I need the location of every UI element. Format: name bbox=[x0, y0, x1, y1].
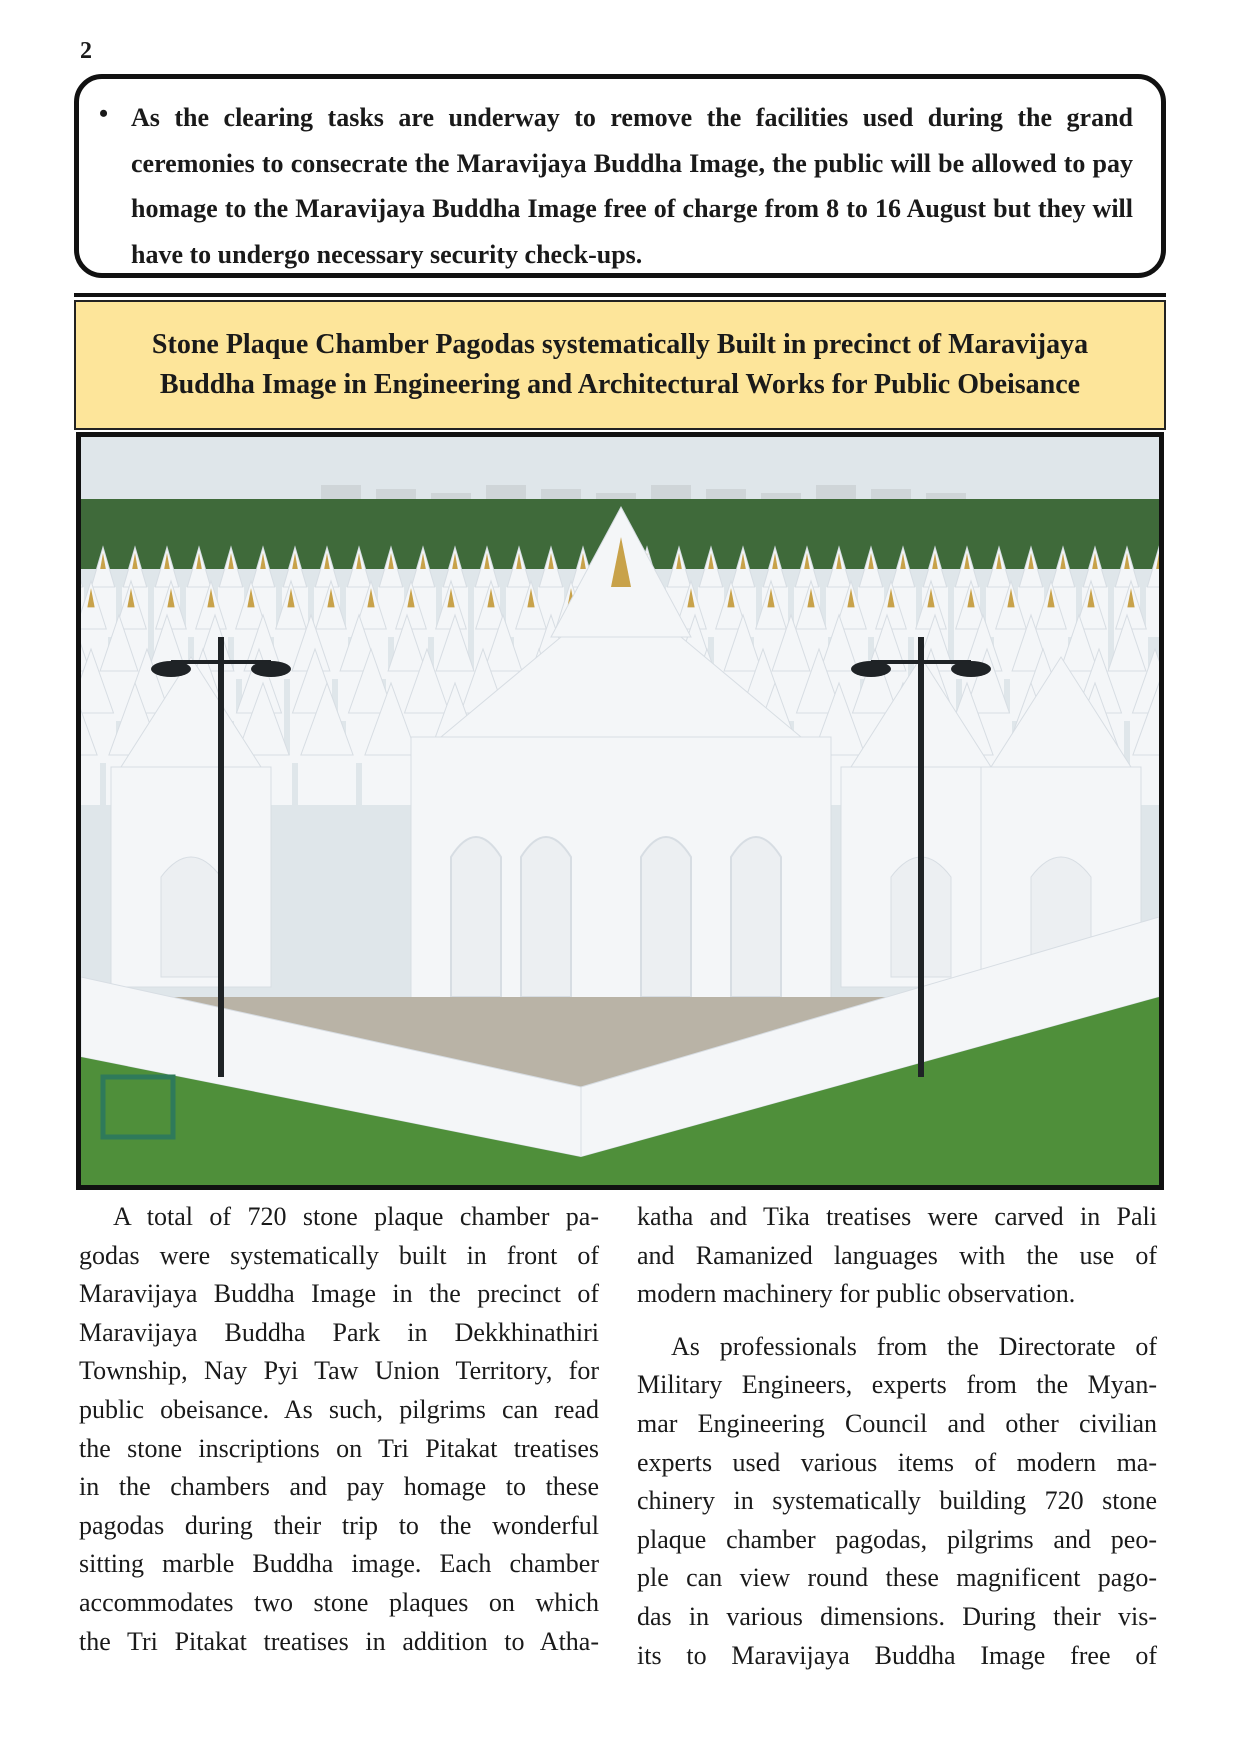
pagoda-arch bbox=[641, 837, 691, 997]
pagoda-body bbox=[81, 755, 100, 805]
headline bbox=[95, 325, 1145, 405]
pagoda-photo bbox=[76, 432, 1164, 1190]
announcement-text: As the clearing tasks are underway to remove the facilities used during the grand ceremonies to consecrate the Maravijaya Buddha Image, the public will be allowed to pay homage to the Maravijaya Buddha Image free of charge from 8 to 16 August but they will have to undergo necessary security check-ups. bbox=[131, 103, 1133, 269]
headline-box bbox=[74, 300, 1166, 430]
article-line: Maravijaya Buddha Park in Dekkhinathiri bbox=[79, 1317, 599, 1347]
article-line: pagodas during their trip to the wonderful bbox=[79, 1510, 599, 1540]
article-line: Military Engineers, experts from the Myan- bbox=[637, 1370, 1157, 1400]
pagoda-arch bbox=[731, 837, 781, 997]
article-line: As professionals from the Directorate of bbox=[671, 1331, 1157, 1361]
headline-line-2: Buddha Image in Engineering and Architectural Works for Public Obeisance bbox=[159, 369, 1081, 400]
headline-line-1: Stone Plaque Chamber Pagodas systematically Built in precinct of Maravijaya bbox=[151, 329, 1089, 360]
lamp-pole bbox=[218, 637, 224, 1077]
article-line: and Ramanized languages with the use of bbox=[637, 1240, 1157, 1270]
article-line: its to Maravijaya Buddha Image free of bbox=[637, 1640, 1157, 1670]
pagoda-arch bbox=[521, 837, 571, 997]
lamp-pole bbox=[918, 637, 924, 1077]
divider-rule bbox=[74, 293, 1166, 297]
article-paragraph-1 bbox=[79, 1198, 599, 1661]
article-line: in the chambers and pay homage to these bbox=[79, 1472, 599, 1502]
article-line: ple can view round these magnificent pago- bbox=[637, 1563, 1157, 1593]
article-line: A total of 720 stone plaque chamber pa- bbox=[113, 1202, 599, 1231]
pagoda-photo-illustration bbox=[81, 437, 1159, 1185]
article-line: Maravijaya Buddha Image in the precinct of bbox=[79, 1279, 599, 1309]
article-line: godas were systematically built in front of bbox=[79, 1240, 599, 1270]
article-column-left bbox=[79, 1198, 599, 1661]
article-paragraph-1-continued bbox=[637, 1198, 1157, 1314]
article-line: the stone inscriptions on Tri Pitakat treatises bbox=[79, 1433, 599, 1463]
pagoda-body bbox=[298, 755, 356, 805]
article-line: modern machinery for public observation. bbox=[637, 1279, 1076, 1309]
article-line: accommodates two stone plaques on which bbox=[79, 1587, 599, 1617]
article-line: the Tri Pitakat treatises in addition to Atha- bbox=[79, 1626, 599, 1656]
article-line: mar Engineering Council and other civilian bbox=[637, 1408, 1157, 1438]
article-line: Township, Nay Pyi Taw Union Territory, for bbox=[79, 1356, 599, 1386]
article-line: das in various dimensions. During their vis- bbox=[637, 1601, 1157, 1631]
article-line: sitting marble Buddha image. Each chamber bbox=[79, 1549, 599, 1579]
article-line: plaque chamber pagodas, pilgrims and peo- bbox=[637, 1524, 1157, 1554]
article-paragraph-2 bbox=[637, 1328, 1157, 1675]
article-column-right bbox=[637, 1198, 1157, 1675]
article-line: katha and Tika treatises were carved in Pali bbox=[637, 1202, 1157, 1231]
article-line: chinery in systematically building 720 stone bbox=[637, 1486, 1157, 1516]
article-line: public obeisance. As such, pilgrims can read bbox=[79, 1394, 599, 1424]
pagoda-arch bbox=[161, 857, 221, 977]
article-line: experts used various items of modern ma- bbox=[637, 1447, 1157, 1477]
announcement-box bbox=[74, 74, 1166, 278]
pagoda-arch bbox=[451, 837, 501, 997]
page-number: 2 bbox=[80, 38, 92, 64]
bullet-icon: • bbox=[99, 99, 109, 128]
